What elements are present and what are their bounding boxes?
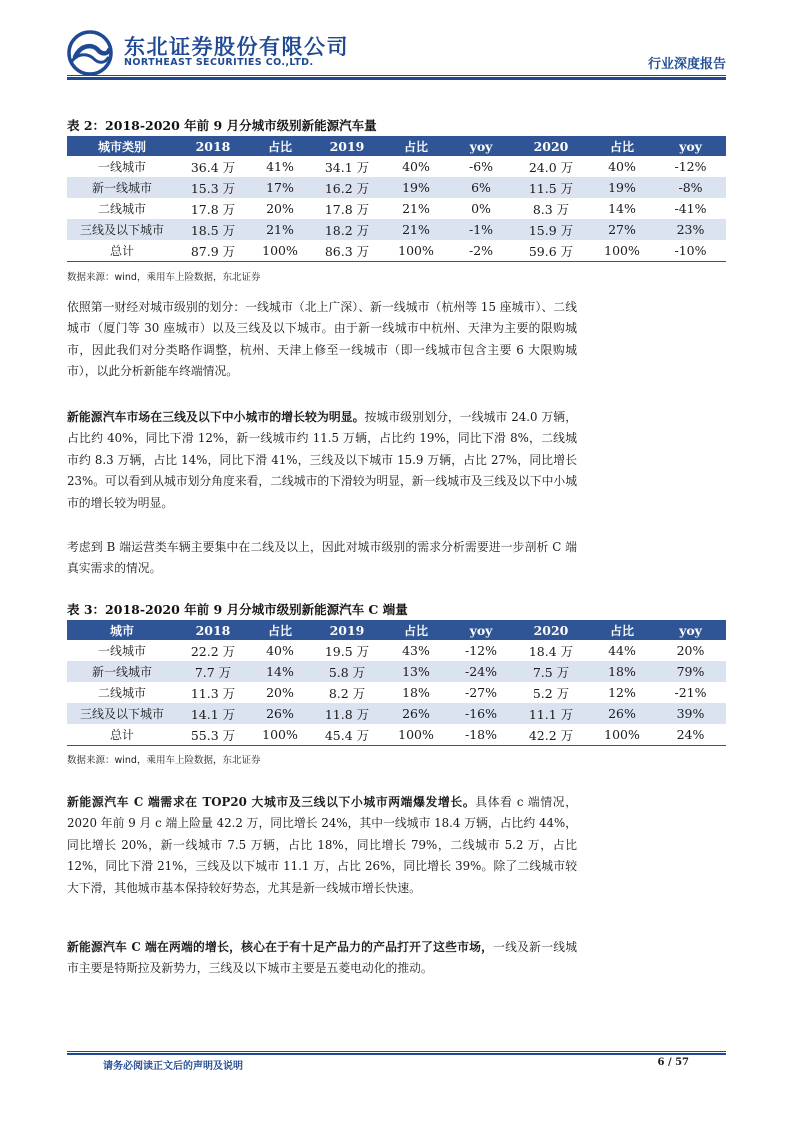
table3-value-cell: 5.8 万 [311,661,383,682]
table2-value-cell: 15.9 万 [513,219,589,240]
table3-row [67,703,726,724]
table3-value-cell: -18% [449,724,513,746]
table3-row [67,640,726,661]
table2-value-cell: 19% [589,177,655,198]
table3-value-cell: 44% [608,643,636,658]
table3-value-cell: 24% [655,724,726,746]
table3-value-cell: 100% [249,724,311,746]
table2-value-cell: 100% [383,240,449,262]
table3-value-cell: -21% [674,685,707,700]
footer-rule-thick [67,1053,726,1055]
table2-title: 表 2：2018-2020 年前 9 月分城市级别新能源汽车量 [67,118,377,133]
table3-header-cell: 2020 [513,620,589,640]
table3-header-cell: yoy [449,620,513,640]
paragraph-city-classification: 依照第一财经对城市级别的划分：一线城市（北上广深）、新一线城市（杭州等 15 座城市）、二线城市（厦门等 30 座城市）以及三线及以下城市。由于新一线城市中杭州、天津为主要的限购城市，因此我们对分类略作调整，杭州、天津上修至一线城市（即一线城市包含主要 6 大限购城市），以此分析新能车终端情况。 [67,300,577,379]
table2-header-cell: 占比 [249,136,311,156]
table2-value-cell: 21% [383,219,449,240]
table2-value-cell: 11.5 万 [513,177,589,198]
table3-value-cell: 5.2 万 [532,685,570,701]
table3-source: 数据来源：wind，乘用车上险数据，东北证券 [67,755,261,766]
table3-header-cell: 城市 [67,620,177,640]
table3-header-cell: 占比 [589,620,655,640]
table3-value-cell: 11.1 万 [513,703,589,724]
table3-value-cell: 26% [383,703,449,724]
table3-value-cell: 79% [655,661,726,682]
table2-category-cell: 二线城市 [97,202,146,216]
company-name-cn: 东北证券股份有限公司 [124,35,349,59]
table2-value-cell: 100% [249,240,311,262]
table2-value-cell: 24.0 万 [528,159,574,175]
table3-value-cell: 42.2 万 [513,724,589,746]
table2-value-cell: 36.4 万 [190,159,236,175]
table3-value-cell: 12% [608,685,636,700]
paragraph-lead: 新能源汽车 C 端在两端的增长，核心在于有十足产品力的产品打开了这些市场， [67,940,494,954]
table2-value-cell: 87.9 万 [177,240,249,262]
table3-category-cell: 三线及以下城市 [67,703,177,724]
table2-category-cell: 三线及以下城市 [67,219,177,240]
table3 [67,620,726,746]
table2-value-cell: 17% [249,177,311,198]
table3-value-cell: 20% [676,643,705,658]
table3-value-cell: 8.2 万 [328,685,366,701]
table2-value-cell: 59.6 万 [513,240,589,262]
table2-value-cell: -6% [468,159,494,174]
table2-value-cell: 86.3 万 [311,240,383,262]
table3-value-cell: 26% [589,703,655,724]
table3-value-cell: 18% [402,685,430,700]
table3-header-cell: 2019 [311,620,383,640]
table2-value-cell: -10% [655,240,726,262]
table3-value-cell: 39% [655,703,726,724]
table2-value-cell: 27% [589,219,655,240]
table2-row [67,198,726,219]
table2-header-cell: 2020 [513,136,589,156]
paragraph-product-power [67,937,577,980]
table3-category-cell: 一线城市 [97,644,146,658]
table3-value-cell: 100% [589,724,655,746]
table2-value-cell: 18.5 万 [177,219,249,240]
table3-value-cell: -24% [449,661,513,682]
table2-header-row [67,136,726,156]
table2-value-cell: 8.3 万 [532,201,570,217]
table3-value-cell: 45.4 万 [311,724,383,746]
table3-row [67,661,726,682]
table3-value-cell: 26% [249,703,311,724]
footer-rule [67,1051,726,1052]
paragraph-b-end-note: 考虑到 B 端运营类车辆主要集中在二线及以上，因此对城市级别的需求分析需要进一步剖析 C 端真实需求的情况。 [67,540,577,576]
table2-value-cell: -41% [674,201,707,216]
paragraph-c-end-demand [67,792,577,899]
table2-header-cell: 城市类别 [67,136,177,156]
table2-value-cell: 17.8 万 [324,201,370,217]
table3-value-cell: 18% [589,661,655,682]
table2-value-cell: -8% [655,177,726,198]
table2-header-cell: 2018 [177,136,249,156]
table3-value-cell: -12% [464,643,497,658]
table3-header-cell: 占比 [249,620,311,640]
table2-value-cell: 21% [249,219,311,240]
table3-value-cell: 18.4 万 [528,643,574,659]
paragraph-lead: 新能源汽车 C 端需求在 TOP20 大城市及三线以下小城市两端爆发增长。 [67,795,476,809]
table3-value-cell: 14.1 万 [177,703,249,724]
table3-row [67,724,726,746]
table3-value-cell: 13% [383,661,449,682]
table3-header-cell: yoy [655,620,726,640]
table2-row [67,240,726,262]
table2 [67,136,726,262]
table2-header-cell: 占比 [589,136,655,156]
table3-value-cell: 11.8 万 [311,703,383,724]
table3-row [67,682,726,703]
table2-header-cell: yoy [449,136,513,156]
table3-value-cell: -27% [464,685,497,700]
table2-value-cell: 40% [608,159,636,174]
table3-value-cell: 7.7 万 [177,661,249,682]
table3-value-cell: 55.3 万 [177,724,249,746]
table2-value-cell: 21% [402,201,430,216]
table3-value-cell: 20% [266,685,294,700]
paragraph-body: 按城市级别划分，一线城市 24.0 万辆，占比约 40%，同比下滑 12%，新一线城市约 11.5 万辆，占比约 19%，同比下滑 8%，二线城市约 8.3 万辆，占比 14%，同比下滑 41%，三线及以下城市 15.9 万辆，占比 27%，同比增长 23%。可以看到从城市划分角度来看，二线城市的下滑较为明显，新一线城市及三线及以下中小城市的增长较为明显。 [67,410,577,510]
table2-value-cell: 15.3 万 [177,177,249,198]
table3-category-cell: 二线城市 [97,686,146,700]
table3-category-cell: 新一线城市 [67,661,177,682]
table2-source: 数据来源：wind，乘用车上险数据，东北证券 [67,272,261,283]
table2-category-cell: 一线城市 [97,160,146,174]
header-rule [67,75,726,76]
table2-value-cell: 16.2 万 [311,177,383,198]
paragraph-lead: 新能源汽车市场在三线及以下中小城市的增长较为明显。 [67,410,365,424]
table2-header-cell: 占比 [383,136,449,156]
table3-value-cell: 100% [383,724,449,746]
table2-value-cell: 17.8 万 [190,201,236,217]
header-rule-thick [67,77,726,80]
page-number: 6 / 57 [657,1057,689,1068]
footer-disclaimer: 请务必阅读正文后的声明及说明 [103,1061,243,1072]
table2-value-cell: 19% [383,177,449,198]
table3-value-cell: 14% [249,661,311,682]
paragraph-market-growth [67,407,577,514]
table2-value-cell: 14% [608,201,636,216]
company-name-en: NORTHEAST SECURITIES CO.,LTD. [124,57,314,68]
table2-value-cell: 40% [402,159,430,174]
table3-header-cell: 占比 [383,620,449,640]
table3-value-cell: -16% [449,703,513,724]
table3-value-cell: 22.2 万 [190,643,236,659]
table2-value-cell: -1% [449,219,513,240]
table2-row [67,219,726,240]
table2-value-cell: 0% [471,201,491,216]
page-header [0,0,793,80]
table3-value-cell: 19.5 万 [324,643,370,659]
company-logo-icon [67,30,113,76]
table3-title: 表 3：2018-2020 年前 9 月分城市级别新能源汽车 C 端量 [67,602,408,617]
table2-value-cell: -12% [674,159,707,174]
table3-value-cell: 11.3 万 [190,685,236,701]
table2-value-cell: 6% [449,177,513,198]
table3-header-row [67,620,726,640]
table2-value-cell: 34.1 万 [324,159,370,175]
table2-value-cell: 100% [589,240,655,262]
table2-value-cell: -2% [449,240,513,262]
table3-value-cell: 40% [266,643,294,658]
table3-header-cell: 2018 [177,620,249,640]
table3-value-cell: 7.5 万 [513,661,589,682]
paragraph-body: 一线及新一线城市主要是特斯拉及新势力，三线及以下城市主要是五菱电动化的推动。 [67,940,577,976]
table3-category-cell: 总计 [67,724,177,746]
table2-row [67,177,726,198]
table2-value-cell: 41% [266,159,294,174]
table2-value-cell: 23% [655,219,726,240]
table2-row [67,156,726,177]
report-type-label: 行业深度报告 [647,57,726,72]
table3-value-cell: 43% [402,643,430,658]
table2-category-cell: 总计 [67,240,177,262]
paragraph-body: 具体看 c 端情况，2020 年前 9 月 c 端上险量 42.2 万，同比增长 24%，其中一线城市 18.4 万辆，占比约 44%，同比增长 20%，新一线城市 7.5 万辆，占比 18%，同比增长 79%，二线城市 5.2 万，占比 12%，同比下滑 21%，三线及以下城市 11.1 万，占比 26%，同比增长 39%。除了二线城市较大下滑，其他城市基本保持较好势态，尤其是新一线城市增长快速。 [67,795,578,895]
table2-header-cell: yoy [655,136,726,156]
table2-category-cell: 新一线城市 [67,177,177,198]
table2-header-cell: 2019 [311,136,383,156]
table2-value-cell: 18.2 万 [311,219,383,240]
table2-value-cell: 20% [266,201,294,216]
